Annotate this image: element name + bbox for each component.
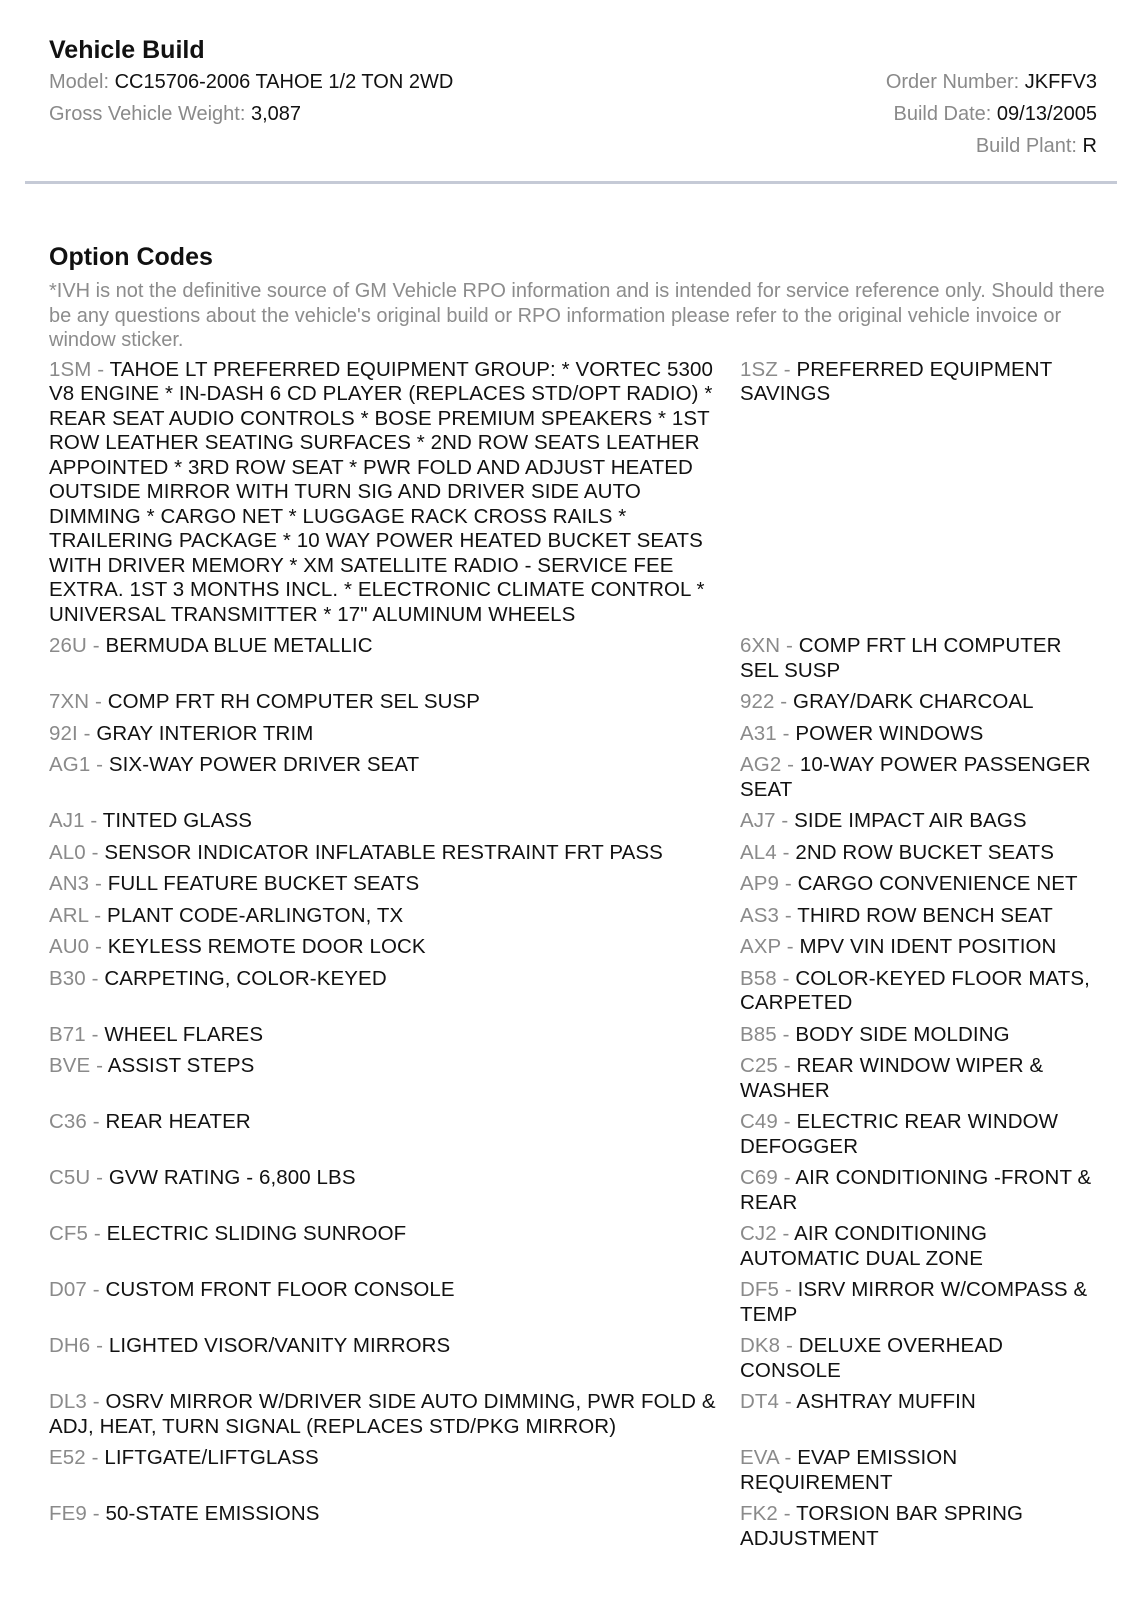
option-code: B30	[49, 966, 86, 990]
option-separator: -	[89, 690, 108, 713]
option-code-item	[49, 1054, 729, 1110]
option-separator: -	[86, 1110, 106, 1133]
option-code: DK8	[740, 1334, 781, 1357]
build-plant-label: Build Plant:	[975, 135, 1077, 157]
option-separator: -	[85, 1022, 105, 1046]
option-code-item	[49, 809, 729, 841]
option-description: 50-STATE EMISSIONS	[105, 1502, 320, 1525]
option-description: TAHOE LT PREFERRED EQUIPMENT GROUP: * VORTEC 5300 V8 ENGINE * IN-DASH 6 CD PLAYER (REPLACES STD/OPT RADIO) * REAR SEAT AUDIO CONTROLS * BOSE PREMIUM SPEAKERS * 1ST ROW LEATHER SEATING SURFACES * 2ND ROW SEATS LEATHER APPOINTED * 3RD ROW SEAT * PWR FOLD AND ADJUST HEATED OUTSIDE MIRROR WITH TURN SIG AND DRIVER SIDE AUTO DIMMING * CARGO NET * LUGGAGE RACK CROSS RAILS * TRAILERING PACKAGE * 10 WAY POWER HEATED BUCKET SEATS WITH DRIVER MEMORY * XM SATELLITE RADIO - SERVICE FEE EXTRA. 1ST 3 MONTHS INCL. * ELECTRONIC CLIMATE CONTROL * UNIVERSAL TRANSMITTER * 17" ALUMINUM WHEELS	[49, 357, 713, 626]
option-separator: -	[777, 1054, 797, 1077]
option-code-item	[49, 753, 729, 809]
option-code-item	[740, 1390, 1100, 1446]
option-codes-section	[49, 241, 1109, 1558]
build-details-left	[49, 66, 453, 130]
option-separator: -	[774, 690, 794, 713]
option-code-item	[49, 1222, 729, 1278]
option-description: 2ND ROW BUCKET SEATS	[795, 840, 1054, 864]
option-code: 6XN	[740, 634, 781, 657]
option-description: TORSION BAR SPRING ADJUSTMENT	[740, 1502, 1024, 1550]
option-code: AU0	[49, 935, 90, 958]
option-separator: -	[777, 357, 797, 381]
option-separator: -	[77, 721, 97, 745]
option-separator: -	[91, 357, 110, 381]
option-code: 92I	[49, 721, 78, 745]
build-date-value: 09/13/2005	[996, 103, 1097, 125]
option-separator: -	[779, 872, 798, 895]
option-description: REAR HEATER	[105, 1110, 251, 1133]
build-plant-row	[886, 130, 1097, 162]
option-description: GRAY/DARK CHARCOAL	[793, 690, 1034, 713]
option-code: FE9	[49, 1502, 87, 1525]
option-description: TINTED GLASS	[102, 809, 253, 832]
option-description: AIR CONDITIONING AUTOMATIC DUAL ZONE	[740, 1222, 988, 1270]
option-description: LIFTGATE/LIFTGLASS	[104, 1446, 319, 1469]
gvw-value: 3,087	[250, 103, 302, 125]
option-code: AL4	[740, 840, 777, 864]
option-code: C5U	[49, 1166, 91, 1189]
section-divider	[25, 181, 1117, 184]
option-description: KEYLESS REMOTE DOOR LOCK	[107, 935, 426, 958]
option-code: CF5	[49, 1222, 89, 1245]
option-description: BERMUDA BLUE METALLIC	[105, 634, 373, 657]
option-separator: -	[85, 840, 105, 864]
option-separator: -	[89, 935, 108, 958]
option-code-item	[740, 841, 1100, 873]
option-description: OSRV MIRROR W/DRIVER SIDE AUTO DIMMING, PWR FOLD & ADJ, HEAT, TURN SIGNAL (REPLACES STD/PKG MIRROR)	[49, 1390, 716, 1438]
option-code: CJ2	[740, 1222, 777, 1245]
build-date-label: Build Date:	[893, 103, 992, 125]
option-separator: -	[84, 809, 103, 832]
option-code-item	[740, 634, 1100, 690]
option-code-item	[740, 1166, 1100, 1222]
option-description: ASSIST STEPS	[107, 1054, 255, 1077]
option-code-item	[740, 904, 1100, 936]
option-code: FK2	[740, 1502, 778, 1525]
order-value: JKFFV3	[1024, 71, 1097, 93]
option-code-item	[740, 1334, 1100, 1390]
option-code-item	[49, 967, 729, 1023]
option-code-item	[49, 841, 729, 873]
option-separator: -	[776, 840, 796, 864]
option-code: ARL	[49, 903, 89, 927]
option-separator: -	[775, 809, 795, 832]
option-separator: -	[86, 1390, 106, 1413]
option-separator: -	[85, 966, 105, 990]
option-separator: -	[779, 903, 798, 927]
option-separator: -	[90, 1166, 109, 1189]
option-code: DL3	[49, 1390, 87, 1413]
option-separator: -	[89, 872, 108, 895]
option-code-item	[49, 1166, 729, 1222]
model-row	[49, 66, 453, 98]
option-description: FULL FEATURE BUCKET SEATS	[107, 872, 420, 895]
option-description: ASHTRAY MUFFIN	[796, 1390, 976, 1413]
option-code: D07	[49, 1278, 87, 1301]
option-code: 922	[740, 690, 775, 713]
option-code: AS3	[740, 903, 780, 927]
option-separator: -	[776, 966, 796, 990]
build-details-right	[886, 66, 1097, 162]
option-description: MPV VIN IDENT POSITION	[799, 935, 1057, 958]
option-code: DH6	[49, 1334, 91, 1357]
option-separator: -	[90, 1334, 109, 1357]
option-code: AN3	[49, 872, 90, 895]
option-separator: -	[776, 1022, 796, 1046]
option-code-item	[740, 690, 1100, 722]
option-code-item	[49, 904, 729, 936]
model-value: CC15706-2006 TAHOE 1/2 TON 2WD	[114, 71, 454, 93]
option-code: AL0	[49, 840, 86, 864]
option-code-item	[49, 1334, 729, 1390]
option-description: CARGO CONVENIENCE NET	[797, 872, 1078, 895]
option-separator: -	[777, 1110, 797, 1133]
build-plant-value: R	[1082, 135, 1097, 157]
option-code-item	[49, 722, 729, 754]
option-code: B85	[740, 1022, 777, 1046]
option-separator: -	[776, 1222, 795, 1245]
option-description: SIX-WAY POWER DRIVER SEAT	[108, 753, 420, 776]
option-description: COMP FRT RH COMPUTER SEL SUSP	[107, 690, 481, 713]
option-description: CUSTOM FRONT FLOOR CONSOLE	[105, 1278, 455, 1301]
option-code-item	[49, 358, 729, 635]
gvw-row	[49, 98, 453, 130]
option-code-item	[49, 1278, 729, 1334]
option-code-item	[49, 1023, 729, 1055]
option-code: AJ1	[49, 809, 85, 832]
option-code-item	[49, 935, 729, 967]
option-code: B58	[740, 966, 777, 990]
option-description: PLANT CODE-ARLINGTON, TX	[106, 903, 404, 927]
option-separator: -	[777, 1166, 796, 1189]
option-separator: -	[86, 634, 106, 657]
option-codes-title: Option Codes	[49, 243, 213, 271]
option-code: AG2	[740, 753, 782, 776]
disclaimer-note: *IVH is not the definitive source of GM Vehicle RPO information and is intended for service reference only. Should there be any questions about the vehicle's original build or RPO information please refer to the original vehicle invoice or window sticker.	[49, 280, 1105, 351]
vehicle-build-title: Vehicle Build	[49, 36, 205, 64]
option-code-item	[49, 690, 729, 722]
model-label: Model:	[49, 71, 110, 93]
option-code-item	[740, 1222, 1100, 1278]
order-row	[886, 66, 1097, 98]
option-description: COLOR-KEYED FLOOR MATS, CARPETED	[740, 966, 1090, 1014]
option-code: 1SM	[49, 357, 92, 381]
option-description: LIGHTED VISOR/VANITY MIRRORS	[108, 1334, 451, 1357]
option-description: WHEEL FLARES	[104, 1022, 264, 1046]
option-description: ISRV MIRROR W/COMPASS & TEMP	[740, 1278, 1088, 1326]
option-separator: -	[781, 753, 800, 776]
option-description: SIDE IMPACT AIR BAGS	[794, 809, 1027, 832]
option-separator: -	[780, 1334, 799, 1357]
option-separator: -	[85, 1446, 105, 1469]
option-separator: -	[776, 721, 796, 745]
option-code-item	[740, 967, 1100, 1023]
option-description: POWER WINDOWS	[795, 721, 984, 745]
option-code-item	[740, 722, 1100, 754]
option-code-item	[740, 935, 1100, 967]
option-code-item	[49, 1390, 729, 1446]
option-code: AG1	[49, 753, 91, 776]
option-description: THIRD ROW BENCH SEAT	[797, 903, 1053, 927]
option-code: C25	[740, 1054, 778, 1077]
option-description: 10-WAY POWER PASSENGER SEAT	[740, 753, 1091, 801]
option-codes-grid	[49, 358, 1109, 1559]
option-separator: -	[86, 1502, 106, 1525]
option-description: REAR WINDOW WIPER & WASHER	[740, 1054, 1044, 1102]
option-separator: -	[86, 1278, 106, 1301]
option-code: AXP	[740, 935, 781, 958]
option-description: EVAP EMISSION REQUIREMENT	[740, 1446, 958, 1494]
option-description: SENSOR INDICATOR INFLATABLE RESTRAINT FRT PASS	[104, 840, 663, 864]
option-code-item	[740, 1446, 1100, 1502]
option-code-item	[740, 753, 1100, 809]
option-description: GRAY INTERIOR TRIM	[96, 721, 314, 745]
option-separator: -	[88, 903, 107, 927]
option-separator: -	[90, 753, 109, 776]
option-code: C69	[740, 1166, 778, 1189]
option-separator: -	[777, 1502, 797, 1525]
option-description: COMP FRT LH COMPUTER SEL SUSP	[740, 634, 1062, 682]
option-code-item	[49, 634, 729, 690]
option-code: B71	[49, 1022, 86, 1046]
vehicle-build-section	[49, 34, 1097, 157]
option-code: AJ7	[740, 809, 776, 832]
order-label: Order Number:	[885, 71, 1020, 93]
gvw-label: Gross Vehicle Weight:	[49, 103, 246, 125]
option-separator: -	[780, 935, 800, 958]
option-code: AP9	[740, 872, 780, 895]
option-code-item	[49, 872, 729, 904]
option-code-item	[49, 1110, 729, 1166]
option-description: CARPETING, COLOR-KEYED	[104, 966, 387, 990]
option-separator: -	[778, 1446, 798, 1469]
option-separator: -	[88, 1222, 107, 1245]
option-code-item	[740, 1502, 1100, 1558]
option-description: AIR CONDITIONING -FRONT & REAR	[740, 1166, 1092, 1214]
option-description: DELUXE OVERHEAD CONSOLE	[740, 1334, 1003, 1382]
option-code: C49	[740, 1110, 778, 1133]
option-description: ELECTRIC REAR WINDOW DEFOGGER	[740, 1110, 1059, 1158]
option-code-item	[740, 1278, 1100, 1334]
option-separator: -	[779, 1390, 797, 1413]
option-description: GVW RATING - 6,800 LBS	[108, 1166, 356, 1189]
option-description: PREFERRED EQUIPMENT SAVINGS	[740, 357, 1052, 405]
option-separator: -	[90, 1054, 108, 1077]
option-code: E52	[49, 1446, 86, 1469]
option-code-item	[49, 1502, 729, 1558]
option-code-item	[740, 358, 1100, 635]
option-separator: -	[779, 1278, 798, 1301]
build-date-row	[886, 98, 1097, 130]
option-code-item	[740, 1023, 1100, 1055]
option-description: BODY SIDE MOLDING	[795, 1022, 1010, 1046]
option-code: C36	[49, 1110, 87, 1133]
option-description: ELECTRIC SLIDING SUNROOF	[106, 1222, 407, 1245]
option-code-item	[49, 1446, 729, 1502]
option-code: DF5	[740, 1278, 780, 1301]
option-code-item	[740, 872, 1100, 904]
option-code-item	[740, 809, 1100, 841]
option-code-item	[740, 1054, 1100, 1110]
option-code: BVE	[49, 1054, 91, 1077]
option-code: DT4	[740, 1390, 780, 1413]
option-code: EVA	[740, 1446, 779, 1469]
option-code: 1SZ	[740, 357, 778, 381]
option-separator: -	[780, 634, 799, 657]
option-code-item	[740, 1110, 1100, 1166]
option-code: A31	[740, 721, 777, 745]
option-code: 26U	[49, 634, 87, 657]
option-code: 7XN	[49, 690, 90, 713]
